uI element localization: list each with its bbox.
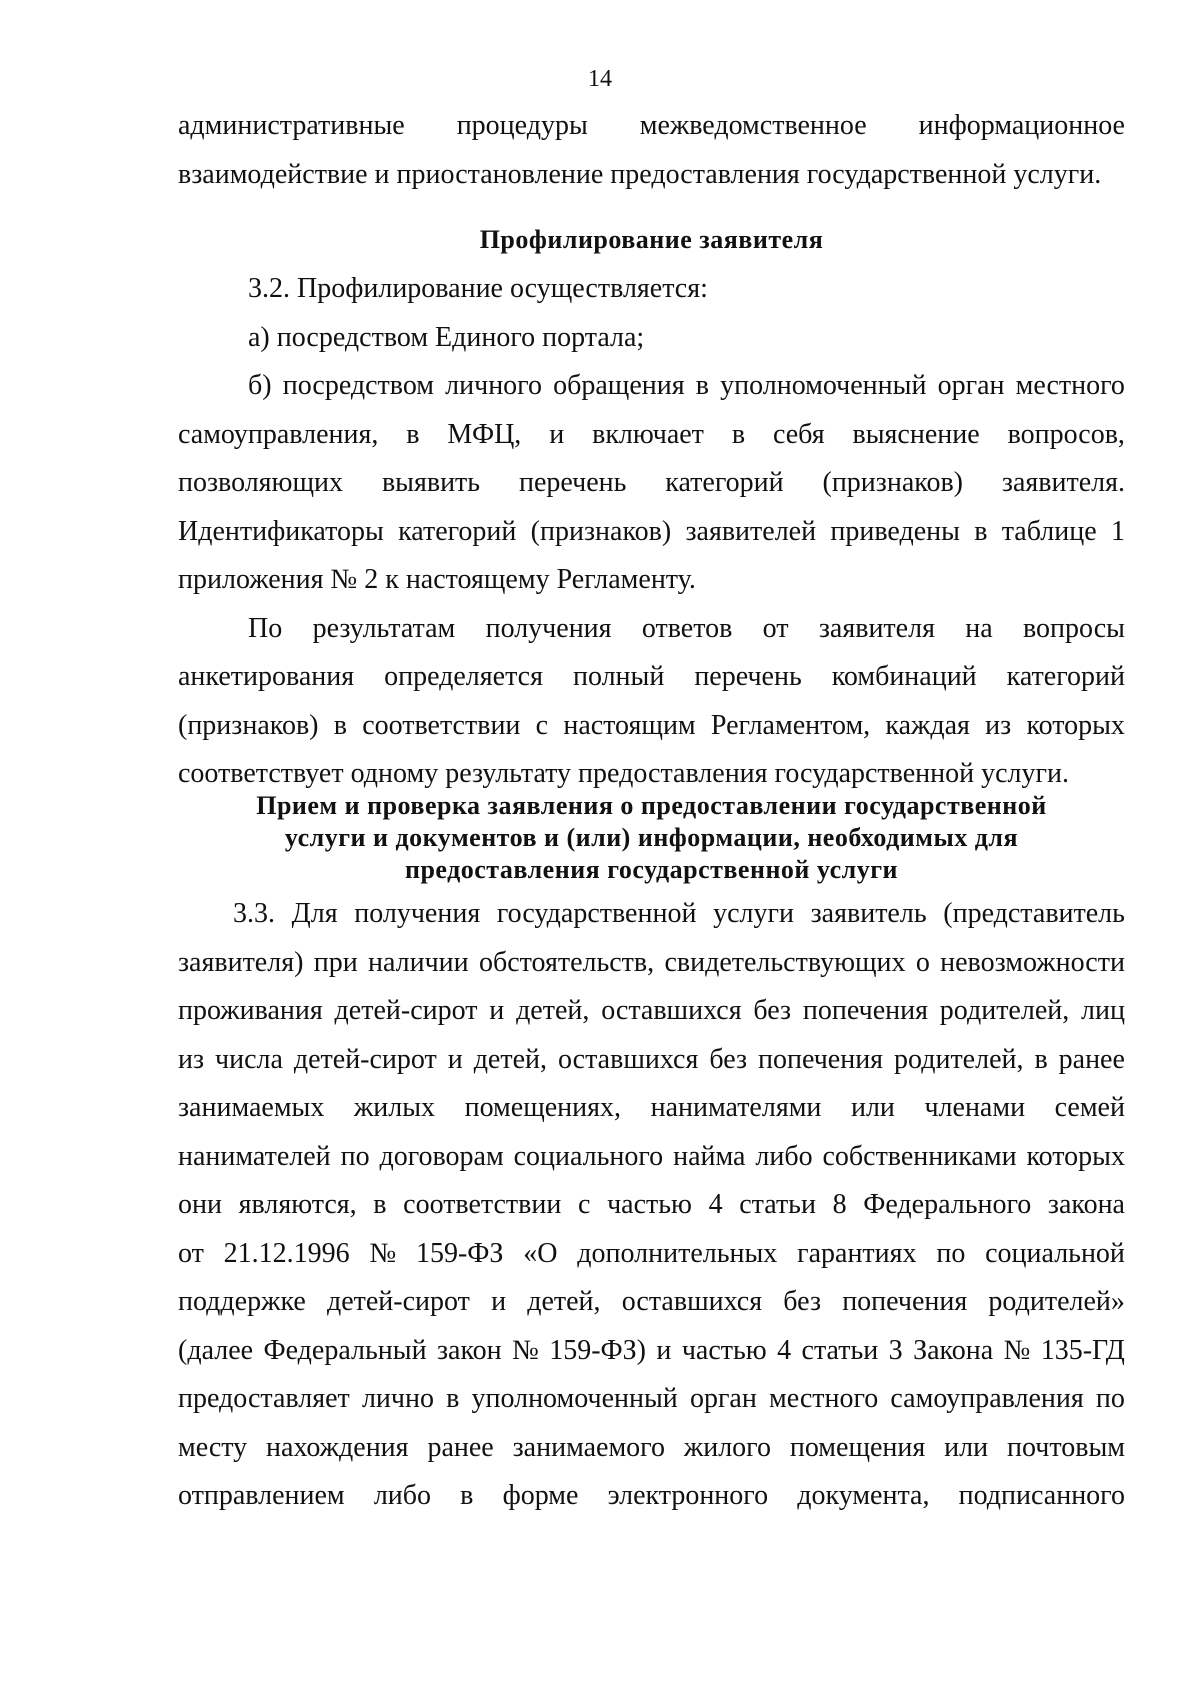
word: дополнительных [577,1237,778,1269]
word: комбинаций [831,661,977,692]
word: статьи [739,1189,816,1220]
word: включает [592,418,704,450]
word: жилого [683,1431,771,1463]
word: государственной [496,898,697,929]
word: подписанного [958,1480,1125,1511]
word: либо [373,1480,432,1511]
word: 159-ФЗ [415,1237,504,1269]
word: либо [755,1140,813,1172]
word: услуги [713,898,794,929]
word: попечения [842,1286,968,1317]
heading-line: Прием и проверка заявления о предоставлении государственной [256,791,1047,820]
word: родителей» [988,1286,1125,1317]
word: при [313,946,358,978]
word: заявителей [685,515,817,547]
word: в [731,418,746,450]
word: 21.12.1996 [223,1237,350,1269]
section-heading-profiling [178,224,1125,256]
word: лиц [1081,995,1125,1026]
word: оставшихся [557,1043,699,1075]
word: 3.3. [233,898,275,929]
word: Федерального [863,1189,1032,1220]
word: и [656,1334,672,1366]
word: закона [1047,1189,1125,1220]
word: предоставляет [178,1383,350,1414]
word: № [369,1237,397,1269]
word: посредством [282,370,435,401]
word: детей-сирот [326,1286,470,1317]
word: перечень [694,661,802,692]
word: невозможности [940,946,1125,978]
text-line [178,605,1125,654]
word: договорам [379,1140,504,1172]
word: (признаков) [530,515,672,547]
word: являются, [238,1189,357,1220]
paragraph-3-2-intro: 3.2. Профилирование осуществляется: [248,273,708,304]
word: или [850,1092,895,1123]
word: заявителя [818,612,935,644]
text-line [178,1084,1125,1133]
word: Федеральный [263,1334,427,1366]
word: заявителя. [1001,467,1125,498]
word: местного [768,1383,879,1414]
word: категорий [665,467,784,498]
word: соответствии [403,1189,562,1220]
word: уполномоченный [471,1383,678,1414]
text-line [178,102,1125,151]
word: членами [924,1092,1026,1123]
word: с [578,1189,591,1220]
word: в [695,370,709,401]
word: оставшихся [621,1286,763,1317]
word: (представитель [943,898,1125,929]
word: нанимателей [178,1140,331,1172]
word: заявитель [810,898,927,929]
word: выяснение [852,418,980,450]
list-item-a: а) посредством Единого портала; [248,321,645,353]
word: числа [215,1043,283,1075]
section-3-3 [178,890,1125,1521]
word: электронного [607,1480,769,1511]
text-line [178,1327,1125,1376]
word: вопросов, [1007,418,1125,450]
word: которых [1026,709,1125,741]
word: результатам [312,612,456,644]
word: б) [248,370,272,401]
word: и [491,1286,507,1317]
word: и [447,1043,463,1075]
word: детей-сирот [334,995,478,1026]
word: по [1095,1383,1125,1414]
word: соответствии [362,709,521,741]
word: частью [607,1189,692,1220]
word: личного [445,370,542,401]
word: 135-ГД [1040,1334,1125,1366]
word: найма [673,1140,746,1172]
word: отправлением [178,1480,345,1511]
word: приведены [830,515,960,547]
word: в [446,1383,460,1414]
word: позволяющих [178,467,344,498]
word: гарантиях [797,1237,917,1269]
word: попечения [758,1043,884,1075]
text-line [178,508,1125,557]
word: семей [1054,1092,1125,1123]
word: Регламентом, [710,709,871,741]
word: № [1003,1334,1031,1366]
word: жилых [353,1092,436,1123]
text-line [178,1278,1125,1327]
word: по [936,1237,966,1269]
word: Для [291,898,338,929]
word: ранее [427,1431,494,1463]
word: вопросы [1023,612,1125,644]
word: орган [689,1383,757,1414]
word: форме [502,1480,579,1511]
word: от [178,1237,204,1269]
text-line [178,1424,1125,1473]
word: собственниками [822,1140,1017,1172]
word: закон [436,1334,502,1366]
text-line [178,362,1125,411]
word: свидетельствующих [664,946,906,978]
text-line [178,1181,1125,1230]
text-line [178,1472,1125,1521]
word: которых [1026,1140,1125,1172]
word: Закона [913,1334,994,1366]
word: с [535,709,549,741]
word: занимаемых [178,1092,325,1123]
word: документа, [797,1480,930,1511]
text-line [178,1133,1125,1182]
word: и [489,995,505,1026]
word: помещениях, [464,1092,622,1123]
word: получения [354,898,481,929]
word: о [915,946,930,978]
text-line [178,1375,1125,1424]
word: полный [572,661,665,692]
word: каждая [885,709,970,741]
word: 4 [708,1189,723,1220]
word: 4 [777,1334,792,1366]
word: от [762,612,789,644]
word: из [178,1043,205,1075]
word: в [974,515,988,547]
word: без [753,995,792,1026]
word: поддержке [178,1286,306,1317]
word: детей-сирот [293,1043,437,1075]
text-line [178,1230,1125,1279]
word: почтовым [1007,1431,1125,1463]
text-line [178,459,1125,508]
word: без [709,1043,748,1075]
word: настоящим [563,709,696,741]
word: 8 [832,1189,847,1220]
word: (далее [178,1334,254,1366]
word: частью [681,1334,767,1366]
word: № [512,1334,539,1366]
heading-line: услуги и документов и (или) информации, необходимых для [284,823,1019,852]
text-line [178,987,1125,1036]
word: самоуправления, [178,418,379,450]
text-line [178,939,1125,988]
word: оставшихся [601,995,742,1026]
section-3-2 [178,265,1125,799]
word: (признаков) [822,467,963,498]
word: 3 [888,1334,903,1366]
word: детей, [527,1286,601,1317]
word: в [406,418,420,450]
word: по [340,1140,370,1172]
word: без [783,1286,822,1317]
word: административные [178,110,405,141]
text-line [178,890,1125,939]
word: категорий [398,515,517,547]
word: социальной [985,1237,1125,1269]
word: информационное [918,110,1125,141]
page-number: 14 [588,66,612,92]
word: самоуправления [890,1383,1084,1414]
word: 159-ФЗ) [549,1334,646,1366]
word: МФЦ, [447,418,522,450]
word: себя [772,418,825,450]
word: детей, [516,995,590,1026]
word: «О [523,1237,558,1269]
word: на [965,612,993,644]
word: помещения [789,1431,926,1463]
word: определяется [384,661,543,692]
word: месту [178,1431,248,1463]
word: нанимателями [650,1092,822,1123]
word: статьи [801,1334,879,1366]
word: ответов [641,612,733,644]
word: нахождения [266,1431,409,1463]
heading-line: Профилирование заявителя [479,225,824,254]
section-heading-reception [178,790,1125,886]
intro-paragraph [178,102,1125,199]
word: в [373,1189,387,1220]
word: обращения [553,370,685,401]
word: Идентификаторы [178,515,384,547]
text-line: взаимодействие и приостановление предоставления государственной услуги. [178,158,1102,190]
word: местного [1015,370,1125,401]
word: попечения [802,995,928,1026]
word: лично [361,1383,434,1414]
word: занимаемого [512,1431,665,1463]
word: заявителя) [178,946,304,978]
word: наличии [367,946,469,978]
text-line: приложения № 2 к настоящему Регламенту. [178,564,696,595]
word: и [549,418,565,450]
text-line [178,411,1125,460]
word: 1 [1110,515,1125,547]
text-line: соответствует одному результату предоставления государственной услуги. [178,758,1069,789]
word: (признаков) [178,709,319,741]
word: процедуры [456,110,588,141]
word: получения [485,612,612,644]
word: родителей, [939,995,1070,1026]
text-line [178,1036,1125,1085]
word: По [248,612,283,644]
word: детей, [473,1043,548,1075]
word: категорий [1006,661,1125,692]
word: орган [937,370,1005,401]
text-line [178,653,1125,702]
word: анкетирования [178,661,355,692]
word: в [460,1480,474,1511]
word: перечень [518,467,627,498]
word: уполномоченный [720,370,927,401]
word: выявить [381,467,481,498]
text-line [178,702,1125,751]
word: обстоятельств, [478,946,655,978]
word: они [178,1189,222,1220]
word: таблице [1001,515,1097,547]
word: или [944,1431,989,1463]
word: проживания [178,995,323,1026]
word: из [985,709,1012,741]
heading-line: предоставления государственной услуги [404,855,899,884]
word: межведомственное [639,110,867,141]
word: в [333,709,347,741]
word: родителей, [894,1043,1024,1075]
word: ранее [1058,1043,1125,1075]
word: социального [513,1140,664,1172]
word: в [1034,1043,1048,1075]
